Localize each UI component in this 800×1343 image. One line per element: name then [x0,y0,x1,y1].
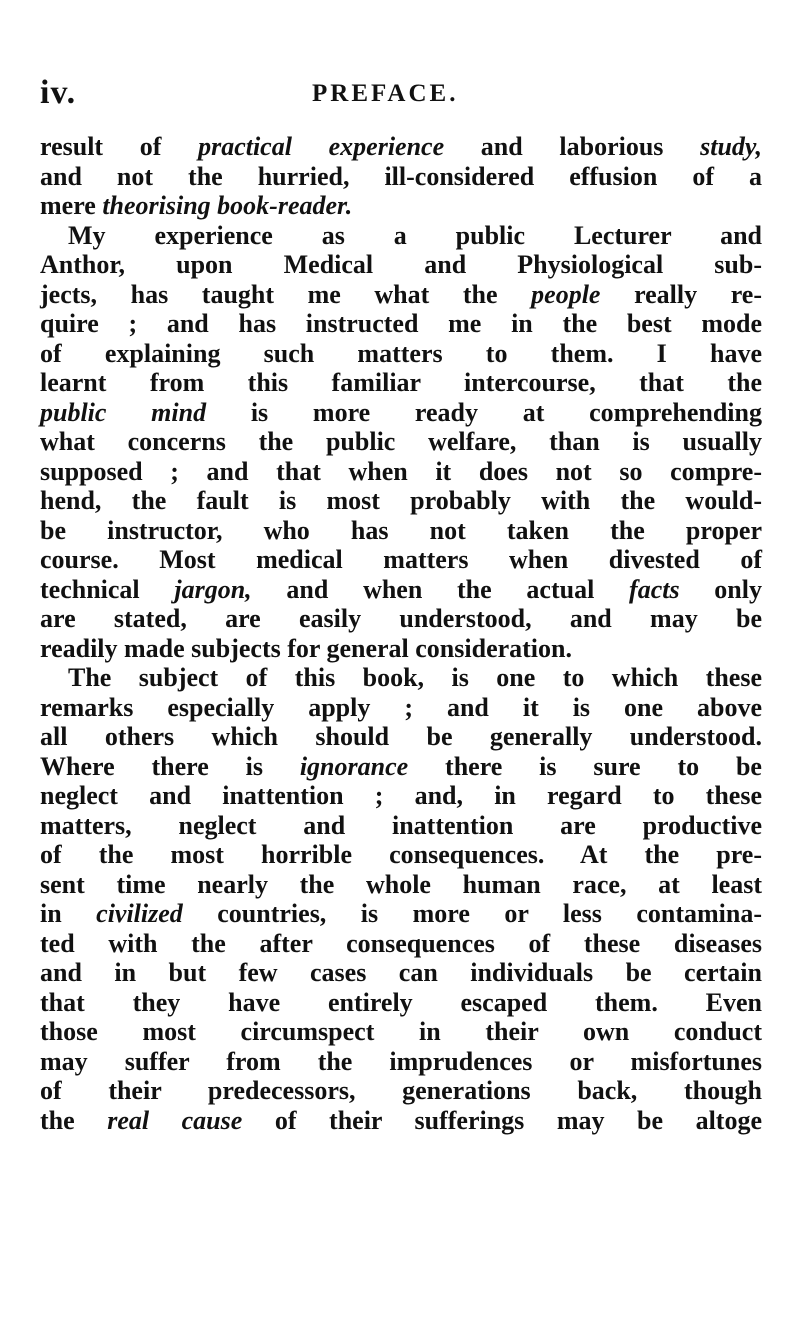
text-run: Where there is [40,751,300,781]
text-line [40,280,762,310]
text-line [40,1106,762,1136]
text-line [40,545,762,575]
italic-text: public mind [40,397,207,427]
text-line [40,840,762,870]
text-line [40,339,762,369]
page-header [40,74,760,114]
text-line [40,221,762,251]
text-run: and in but few cases can individuals be certain [40,958,762,987]
text-line [40,132,762,162]
text-run: only [679,574,762,604]
text-line [40,988,762,1018]
text-line [40,1076,762,1106]
text-run: of explaining such matters to them. I have [40,338,762,368]
text-run: there is sure to be [408,751,762,781]
text-line [40,309,762,339]
text-line [40,870,762,900]
text-run: are stated, are easily understood, and may be [40,604,762,633]
text-line [40,958,762,988]
text-line [40,634,762,664]
text-line [40,191,762,221]
text-run: of the most horrible consequences. At the pre- [40,840,762,869]
text-run: countries, is more or less contamina- [182,899,762,928]
text-run: and laborious [444,132,701,161]
text-line [40,457,762,487]
text-run: remarks especially apply ; and it is one above [40,692,762,722]
running-head: PREFACE. [312,80,459,107]
text-run: matters, neglect and inattention are productive [40,810,762,840]
text-line [40,486,762,516]
text-run: learnt from this familiar intercourse, that the [40,368,762,397]
text-run: of their predecessors, generations back, though [40,1076,762,1105]
text-line [40,929,762,959]
text-run: and not the hurried, ill-considered effusion of a [40,161,762,191]
text-line [40,693,762,723]
text-run: hend, the fault is most probably with the would- [40,486,762,515]
text-line [40,250,762,280]
text-run: is more ready at comprehending [206,397,762,427]
italic-text: civilized [96,899,183,928]
text-run: of their sufferings may be altoge [242,1105,762,1135]
text-run: result of [40,132,199,161]
italic-text: real cause [107,1105,243,1135]
text-run: jects, has taught me what the [40,279,532,309]
page-number: iv. [40,74,77,111]
text-run: supposed ; and that when it does not so compre- [40,456,762,486]
text-line [40,899,762,929]
text-line [40,722,762,752]
text-line [40,368,762,398]
text-run: readily made subjects for general consideration. [40,633,572,663]
text-run: course. Most medical matters when divested of [40,545,762,574]
text-line [40,162,762,192]
text-line [40,811,762,841]
text-run: technical [40,574,175,604]
text-line [40,1017,762,1047]
text-line [40,516,762,546]
italic-text: theorising book-reader. [102,191,353,220]
text-run: really re- [600,279,762,309]
text-line [40,604,762,634]
text-run: ted with the after consequences of these diseases [40,928,762,958]
text-run: and when the actual [251,574,630,604]
text-run: that they have entirely escaped them. Even [40,987,762,1017]
text-run: sent time nearly the whole human race, at least [40,869,762,899]
italic-text: jargon, [174,574,252,604]
text-run: mere [40,191,103,220]
text-run: may suffer from the imprudences or misfortunes [40,1046,762,1076]
text-run: Anthor, upon Medical and Physiological sub- [40,250,762,279]
italic-text: people [531,279,601,309]
text-line [40,781,762,811]
text-run: quire ; and has instructed me in the best mode [40,309,762,338]
italic-text: facts [629,574,680,604]
text-run: those most circumspect in their own conduct [40,1017,762,1046]
text-line [40,1047,762,1077]
text-run: be instructor, who has not taken the proper [40,515,762,545]
text-line [40,752,762,782]
text-run: My experience as a public Lecturer and [68,220,762,250]
text-run: neglect and inattention ; and, in regard to these [40,781,762,810]
text-line [40,398,762,428]
text-run: all others which should be generally understood. [40,722,762,751]
text-line [40,663,762,693]
text-run: what concerns the public welfare, than is usually [40,427,762,456]
text-run: The subject of this book, is one to which these [68,663,762,692]
text-line [40,575,762,605]
body-text [40,132,762,1135]
text-run: in [40,899,97,928]
italic-text: practical experience [198,132,445,161]
italic-text: study, [700,132,762,161]
italic-text: ignorance [299,751,409,781]
text-line [40,427,762,457]
text-run: the [40,1105,108,1135]
